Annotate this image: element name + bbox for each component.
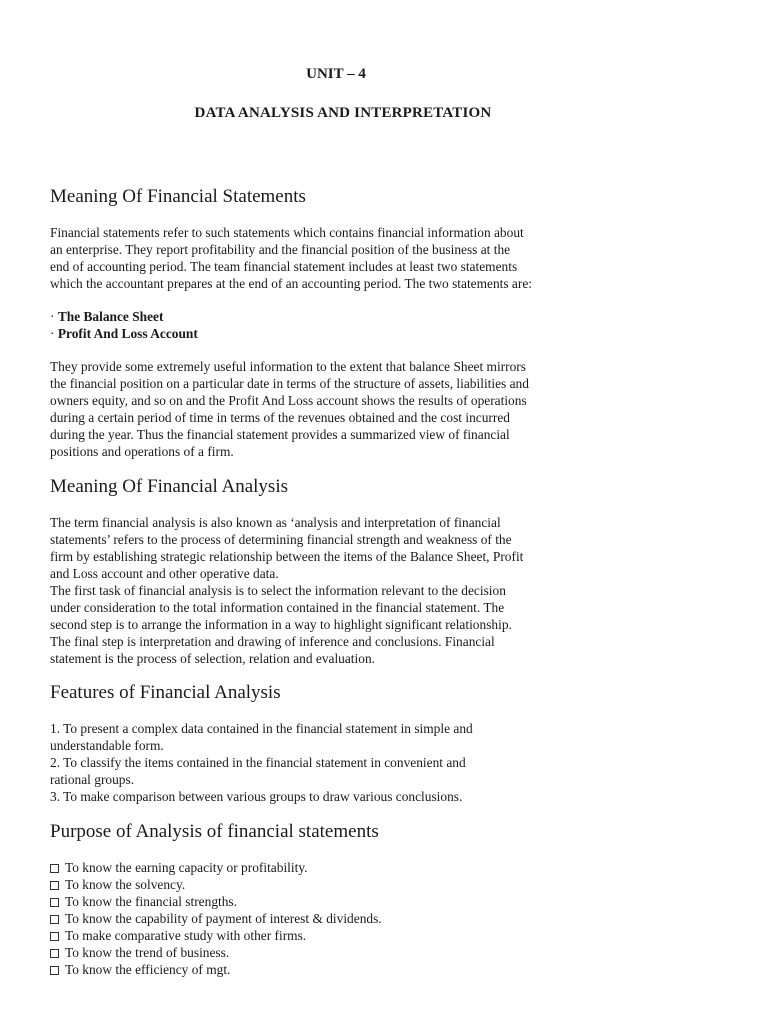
list-item [50, 876, 620, 893]
text-line: 3. To make comparison between various groups to draw various conclusions. [50, 789, 463, 804]
paragraph-financial-statements-intro [50, 224, 620, 292]
text-line: firm by establishing strategic relationship between the items of the Balance Sheet, Profit [50, 549, 524, 564]
document-title: DATA ANALYSIS AND INTERPRETATION [194, 105, 492, 121]
features-list [50, 720, 620, 805]
text-line: statement is the process of selection, relation and evaluation. [50, 651, 375, 666]
list-item [50, 910, 620, 927]
text-line: 2. To classify the items contained in the financial statement in convenient and [50, 755, 466, 770]
list-item [50, 859, 620, 876]
list-item-label: To know the efficiency of mgt. [65, 962, 231, 977]
checkbox-icon [50, 898, 59, 907]
list-item-label: To know the trend of business. [65, 945, 230, 960]
section-heading-financial-statements: Meaning Of Financial Statements [50, 186, 306, 207]
text-line: end of accounting period. The team financial statement includes at least two statements [50, 259, 518, 274]
bullet-marker: · [50, 326, 58, 341]
text-line: an enterprise. They report profitability and the financial position of the business at the [50, 242, 511, 257]
text-line: second step is to arrange the information in a way to highlight significant relationship. [50, 617, 512, 632]
paragraph-financial-analysis [50, 514, 620, 667]
text-line: statements’ refers to the process of determining financial strength and weakness of the [50, 532, 512, 547]
checkbox-icon [50, 864, 59, 873]
unit-label: UNIT – 4 [306, 66, 366, 82]
text-line: 1. To present a complex data contained in the financial statement in simple and [50, 721, 473, 736]
list-item [50, 308, 198, 325]
list-item-label: To know the earning capacity or profitability. [65, 860, 308, 875]
text-line: They provide some extremely useful information to the extent that balance Sheet mirrors [50, 359, 526, 374]
list-item-label: To know the solvency. [65, 877, 186, 892]
list-item-label: To know the financial strengths. [65, 894, 237, 909]
paragraph-financial-statements-usefulness [50, 358, 620, 460]
list-item [50, 927, 620, 944]
text-line: and Loss account and other operative data. [50, 566, 279, 581]
section-heading-financial-analysis: Meaning Of Financial Analysis [50, 476, 288, 497]
text-line: rational groups. [50, 772, 135, 787]
checkbox-icon [50, 949, 59, 958]
list-item-label: To know the capability of payment of interest & dividends. [65, 911, 382, 926]
text-line: positions and operations of a firm. [50, 444, 234, 459]
checkbox-icon [50, 966, 59, 975]
list-item [50, 325, 198, 342]
list-item [50, 893, 620, 910]
list-item-label: Profit And Loss Account [57, 326, 198, 341]
bullet-marker: · [50, 309, 58, 324]
checkbox-icon [50, 881, 59, 890]
list-item-label: To make comparative study with other firms. [65, 928, 307, 943]
text-line: which the accountant prepares at the end of an accounting period. The two statements are: [50, 276, 533, 291]
text-line: under consideration to the total information contained in the financial statement. The [50, 600, 505, 615]
checkbox-icon [50, 932, 59, 941]
checkbox-icon [50, 915, 59, 924]
purpose-list [50, 859, 620, 978]
text-line: during the year. Thus the financial statement provides a summarized view of financial [50, 427, 510, 442]
statements-bullet-list [50, 308, 198, 342]
text-line: The final step is interpretation and drawing of inference and conclusions. Financial [50, 634, 495, 649]
text-line: owners equity, and so on and the Profit And Loss account shows the results of operations [50, 393, 527, 408]
text-line: understandable form. [50, 738, 164, 753]
text-line: The term financial analysis is also known as ‘analysis and interpretation of financial [50, 515, 501, 530]
section-heading-features: Features of Financial Analysis [50, 682, 281, 703]
text-line: during a certain period of time in terms of the revenues obtained and the cost incurred [50, 410, 510, 425]
section-heading-purpose: Purpose of Analysis of financial statements [50, 821, 379, 842]
text-line: The first task of financial analysis is to select the information relevant to the decision [50, 583, 506, 598]
list-item [50, 944, 620, 961]
list-item [50, 961, 620, 978]
list-item-label: The Balance Sheet [57, 309, 164, 324]
text-line: Financial statements refer to such statements which contains financial information about [50, 225, 524, 240]
text-line: the financial position on a particular date in terms of the structure of assets, liabilities and [50, 376, 529, 391]
